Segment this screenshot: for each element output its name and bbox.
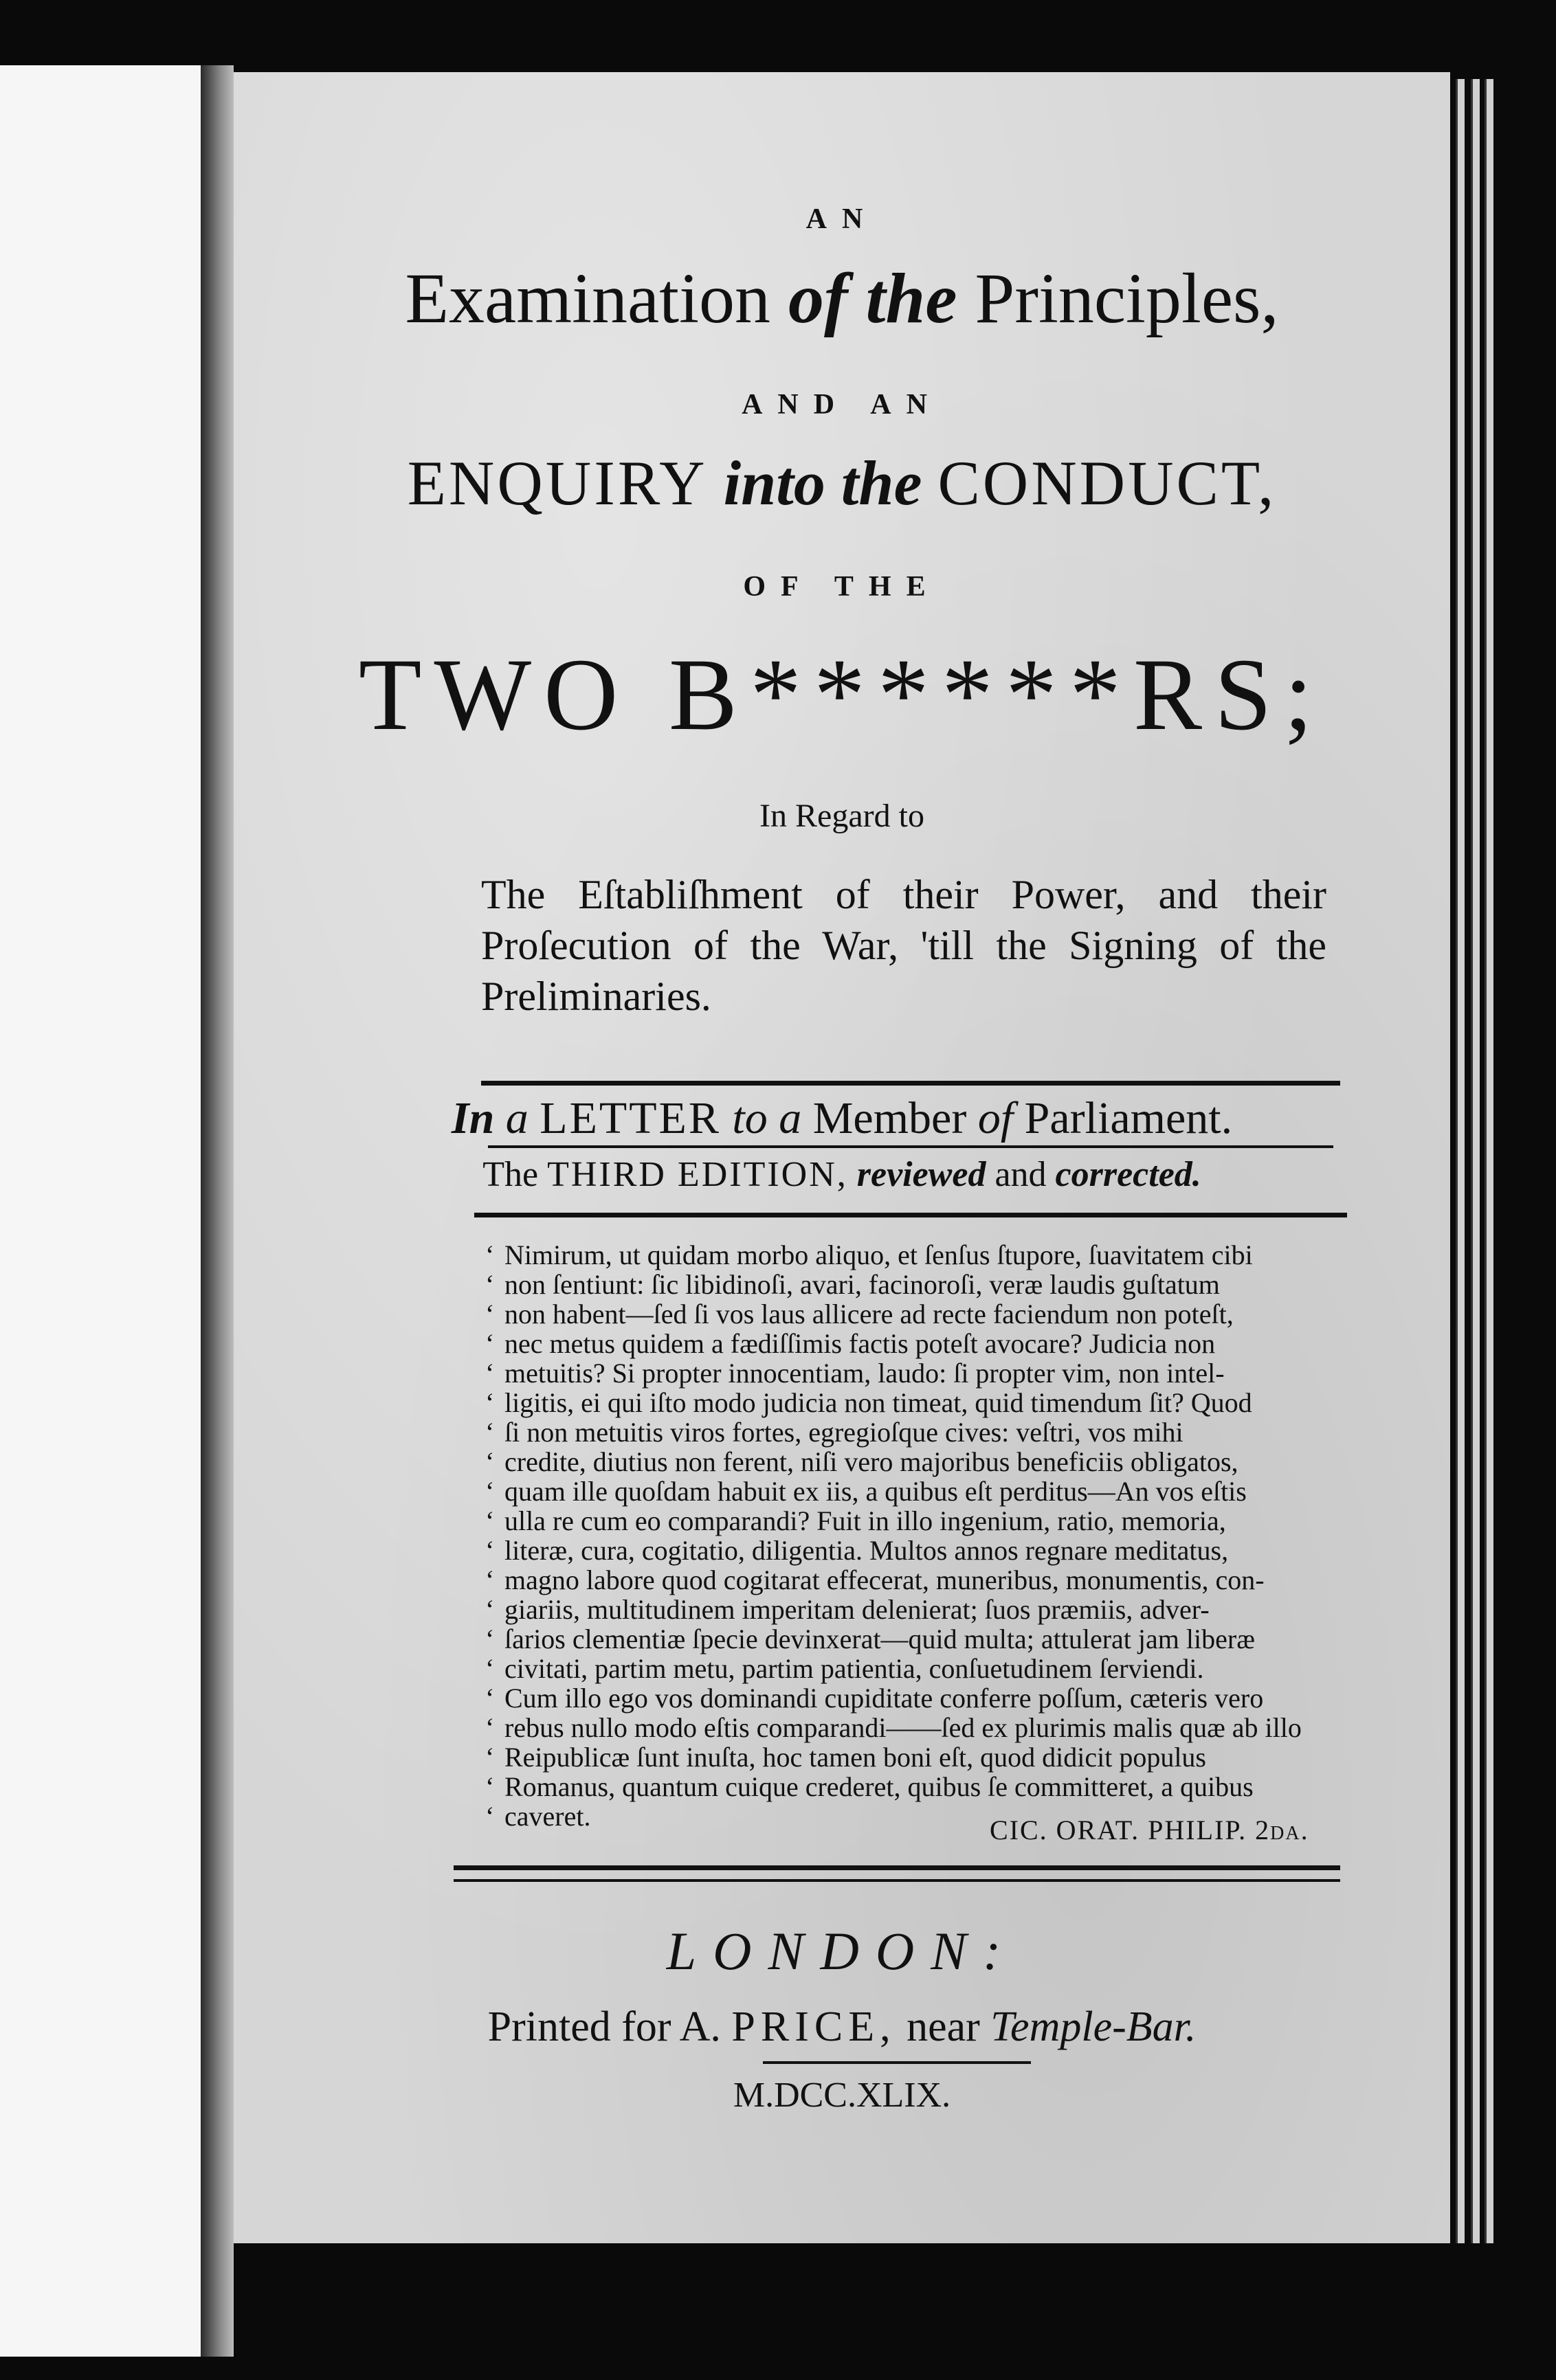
title-examination — [234, 258, 1450, 339]
letter-to: to — [732, 1093, 768, 1143]
edition-the: The — [482, 1155, 539, 1194]
title-principles: Principles, — [975, 259, 1279, 338]
page-edge — [1485, 79, 1493, 2243]
quote-line: ‘ nec metus quidem a fædiſſimis factis poteſt avocare? Judicia non — [485, 1328, 1216, 1359]
printed-for: Printed for A. — [487, 2003, 721, 2050]
quote-line: ‘ caveret. — [485, 1801, 591, 1832]
quote-line: ‘ non habent—ſed ſi vos laus allicere ad recte faciendum non poteſt, — [485, 1299, 1234, 1329]
page-edge — [1471, 79, 1480, 2243]
quote-line: ‘ magno labore quod cogitarat effecerat, muneribus, monumentis, con- — [485, 1564, 1265, 1595]
title-edition-line — [234, 1154, 1450, 1195]
facing-page-blank — [0, 65, 201, 2357]
rule-imprint-bottom — [454, 1879, 1340, 1882]
title-enquiry-word: ENQUIRY — [407, 448, 708, 518]
title-of-the-line: OF THE — [743, 571, 941, 603]
quote-line: ‘ Nimirum, ut quidam morbo aliquo, et ſenſus ſtupore, ſuavitatem cibi — [485, 1239, 1253, 1270]
title-an: AN — [805, 203, 878, 235]
title-of-the: of the — [788, 259, 957, 338]
quote-line: ‘ Cum illo ego vos dominandi cupiditate conferre poſſum, cæteris vero — [485, 1683, 1264, 1714]
edition-third: THIRD EDITION, — [547, 1155, 848, 1194]
title-conduct: CONDUCT, — [937, 448, 1277, 518]
letter-letter: LETTER — [540, 1093, 721, 1143]
edition-and: and — [994, 1155, 1047, 1194]
imprint-city: LONDON: — [666, 1921, 1018, 1981]
title-establishment: The Eſtabliſhment of their Power, and their Proſecution of the War, 'till the Signing of the Preliminaries. — [481, 872, 1326, 1019]
letter-in: In — [451, 1093, 495, 1143]
edition-corrected: corrected. — [1055, 1155, 1201, 1194]
quote-attribution: CIC. ORAT. PHILIP. 2da. — [990, 1815, 1309, 1845]
title-into-the: into the — [723, 448, 922, 518]
letter-a1: a — [505, 1093, 529, 1143]
quote-line: ‘ ligitis, ei qui iſto modo judicia non timeat, quid timendum ſit? Quod — [485, 1387, 1252, 1418]
quote-line: ‘ literæ, cura, cogitatio, diligentia. Multos annos regnare meditatus, — [485, 1535, 1229, 1566]
quote-line: ‘ ſi non metuitis viros fortes, egregioſque cives: veſtri, vos mihi — [485, 1417, 1183, 1448]
quote-line: ‘ non ſentiunt: ſic libidinoſi, avari, facinoroſi, veræ laudis guſtatum — [485, 1269, 1220, 1300]
title-two-brothers: TWO B******RS; — [358, 638, 1326, 752]
letter-a2: a — [779, 1093, 802, 1143]
printer-name: PRICE, — [731, 2003, 896, 2050]
quote-line: ‘ ſarios clementiæ ſpecie devinxerat—quid multa; attulerat jam liberæ — [485, 1624, 1255, 1654]
rule-upper — [481, 1081, 1340, 1086]
quote-line: ‘ Reipublicæ ſunt inuſta, hoc tamen boni eſt, quod didicit populus — [485, 1742, 1206, 1773]
quote-line: ‘ quam ille quoſdam habuit ex iis, a quibus eſt perditus—An vos eſtis — [485, 1476, 1247, 1507]
page-edge — [1456, 79, 1465, 2243]
quote-line: ‘ civitati, partim metu, partim patientia, conſuetudinem ſerviendi. — [485, 1653, 1204, 1684]
printed-near: near — [907, 2003, 980, 2050]
imprint-year: M.DCC.XLIX. — [733, 2076, 951, 2115]
title-and-an: AND AN — [742, 389, 942, 420]
title-enquiry — [234, 447, 1450, 519]
title-in-regard: In Regard to — [759, 798, 924, 834]
quote-line: ‘ metuitis? Si propter innocentiam, laudo: ſi propter vim, non intel- — [485, 1358, 1225, 1389]
imprint-printer — [234, 2003, 1450, 2052]
printer-location: Temple-Bar. — [990, 2003, 1197, 2050]
rule-year — [763, 2061, 1031, 2064]
quote-line: ‘ rebus nullo modo eſtis comparandi——ſed ex plurimis malis quæ ab illo — [485, 1712, 1302, 1743]
quote-line: ‘ credite, diutius non ferent, niſi vero majoribus beneficiis obligatos, — [485, 1446, 1238, 1477]
title-examination-word: Examination — [405, 259, 770, 338]
rule-middle — [488, 1145, 1333, 1148]
rule-lower — [474, 1213, 1347, 1217]
quote-line: ‘ Romanus, quantum cuique crederet, quibus ſe committeret, a quibus — [485, 1771, 1254, 1802]
quote-line: ‘ giariis, multitudinem imperitam delenierat; ſuos præmiis, adver- — [485, 1594, 1210, 1625]
edition-reviewed: reviewed — [856, 1155, 986, 1194]
letter-parliament: Parliament. — [1024, 1093, 1233, 1143]
quote-line: ‘ ulla re cum eo comparandi? Fuit in illo ingenium, ratio, memoria, — [485, 1505, 1226, 1536]
letter-member: Member — [812, 1093, 967, 1143]
letter-of: of — [977, 1093, 1014, 1143]
rule-imprint-top — [454, 1865, 1340, 1870]
title-letter-line — [234, 1092, 1450, 1145]
book-gutter — [201, 65, 234, 2357]
